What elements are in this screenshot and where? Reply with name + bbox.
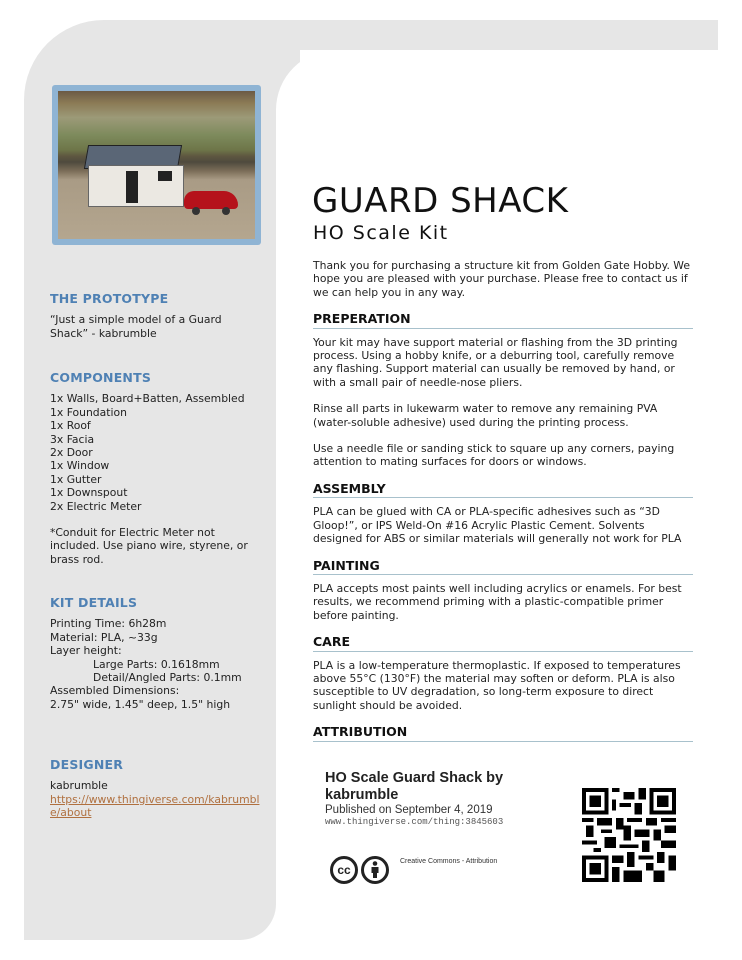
component-item: 1x Roof	[50, 419, 91, 433]
assembly-p1: PLA can be glued with CA or PLA-specific adhesives such as “3D Gloop!”, or IPS Weld-On #16 Acrylic Plastic Cement. Solvents designed for ABS or similar materials will generally not work for PLA	[313, 505, 682, 546]
component-item: 2x Door	[50, 446, 93, 460]
shack-door	[126, 171, 138, 203]
designer-name: kabrumble	[50, 779, 108, 793]
license-label: Creative Commons - Attribution	[400, 858, 498, 865]
shack-window	[158, 171, 172, 181]
attribution-heading: ATTRIBUTION	[313, 725, 693, 741]
preparation-heading: PREPERATION	[313, 312, 693, 328]
attribution-card	[325, 770, 535, 827]
main-content	[313, 259, 693, 749]
component-item: 1x Foundation	[50, 405, 127, 419]
product-photo-frame	[52, 85, 261, 245]
component-item: 1x Walls, Board+Batten, Assembled	[50, 392, 245, 406]
attribution-person-icon	[361, 856, 389, 884]
kit-details-section	[50, 596, 260, 711]
component-item: 1x Downspout	[50, 486, 128, 500]
components-note: *Conduit for Electric Meter not included. Use piano wire, styrene, or brass rod.	[50, 526, 248, 566]
painting-heading: PAINTING	[313, 559, 693, 575]
designer-section	[50, 758, 260, 820]
component-item: 2x Electric Meter	[50, 499, 142, 513]
care-p1: PLA is a low-temperature thermoplastic. If exposed to temperatures above 55°C (130°F) the material may soften or deform. PLA is also susceptible to UV degradation, so long-term exposure to direct sunlight should be avoided.	[313, 658, 681, 712]
red-car	[184, 191, 238, 209]
prototype-quote: “Just a simple model of a Guard Shack” - kabrumble	[50, 313, 222, 340]
components-section	[50, 371, 260, 566]
prototype-section	[50, 292, 260, 340]
preparation-p3: Use a needle file or sanding stick to square up any corners, paying attention to mating surfaces for doors or windows.	[313, 442, 675, 469]
painting-p1: PLA accepts most paints well including acrylics or enamels. For best results, we recommend priming with a plastic-compatible primer before painting.	[313, 581, 682, 622]
designer-heading: DESIGNER	[50, 757, 124, 772]
component-item: 1x Window	[50, 459, 110, 473]
attribution-title: HO Scale Guard Shack by kabrumble	[325, 770, 504, 803]
components-heading: COMPONENTS	[50, 370, 152, 385]
assembly-heading: ASSEMBLY	[313, 482, 693, 498]
layer-height-label: Layer height:	[50, 644, 122, 658]
attribution-published: Published on September 4, 2019	[325, 804, 493, 816]
preparation-p2: Rinse all parts in lukewarm water to remove any remaining PVA (water-soluble adhesive) used during the printing process.	[313, 402, 658, 429]
intro-text: Thank you for purchasing a structure kit from Golden Gate Hobby. We hope you are pleased with your purchase. Please free to contact us if we can help you in any way.	[313, 259, 690, 299]
cc-icon: cc	[330, 856, 358, 884]
dimensions-label: Assembled Dimensions:	[50, 684, 180, 698]
page-title: GUARD SHACK	[312, 181, 569, 221]
product-photo	[58, 91, 255, 239]
prototype-heading: THE PROTOTYPE	[50, 291, 169, 306]
dimensions: 2.75" wide, 1.45" deep, 1.5" high	[50, 697, 231, 711]
component-item: 1x Gutter	[50, 472, 102, 486]
material: Material: PLA, ~33g	[50, 630, 158, 644]
detail-parts: Detail/Angled Parts: 0.1mm	[93, 671, 242, 685]
qr-code-icon[interactable]	[582, 788, 676, 882]
cc-license-icons	[330, 856, 389, 884]
page-subtitle: HO Scale Kit	[313, 222, 449, 244]
large-parts: Large Parts: 0.1618mm	[93, 657, 220, 671]
kit-details-heading: KIT DETAILS	[50, 595, 138, 610]
care-heading: CARE	[313, 635, 693, 651]
component-item: 3x Facia	[50, 432, 95, 446]
attribution-url[interactable]: www.thingiverse.com/thing:3845603	[325, 817, 504, 827]
printing-time: Printing Time: 6h28m	[50, 617, 167, 631]
preparation-p1: Your kit may have support material or flashing from the 3D printing process. Using a hobby knife, or a deburring tool, carefully remove any flashing. Support material can usually be removed by hand, or with a small pair of needle-nose pliers.	[313, 335, 678, 389]
designer-link[interactable]: https://www.thingiverse.com/kabrumble/about	[50, 792, 260, 820]
